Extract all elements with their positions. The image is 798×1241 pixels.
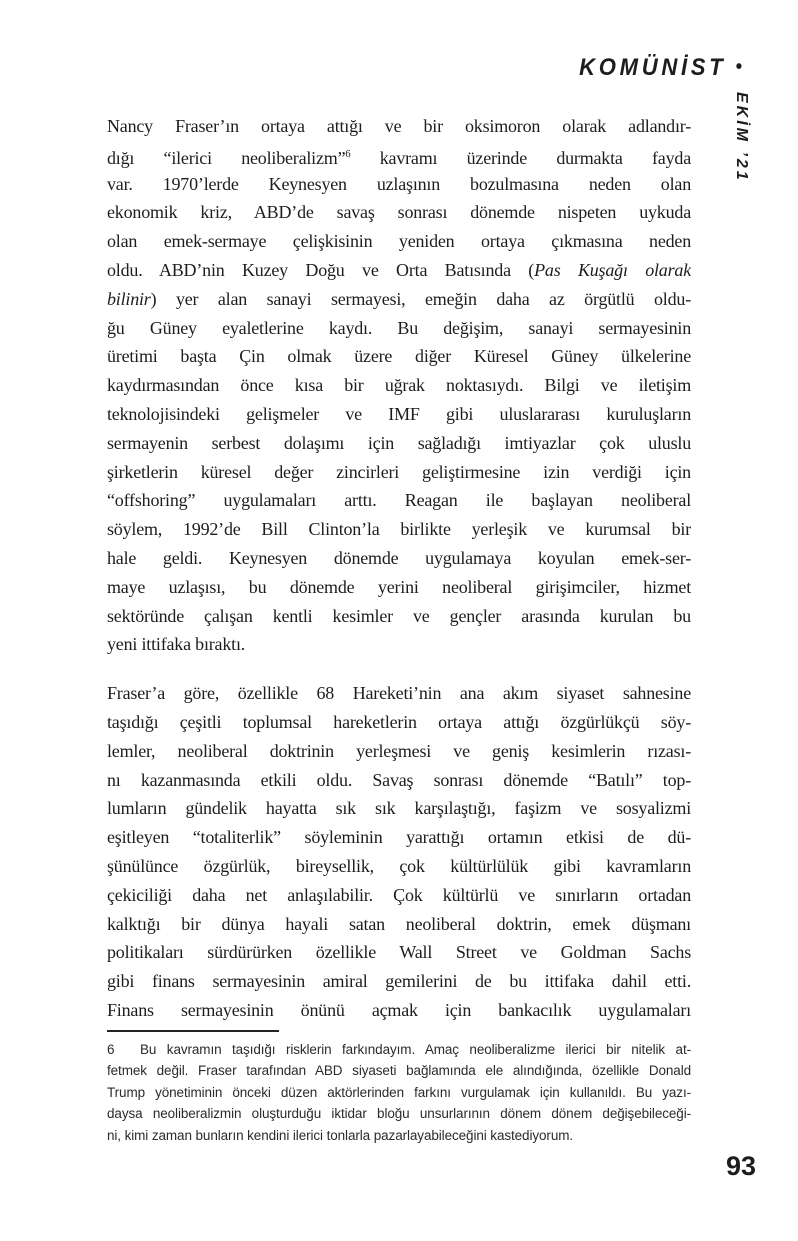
text-line [107, 314, 691, 343]
page-header [579, 54, 742, 82]
text-segment: bilinir [107, 288, 151, 309]
text-line [107, 938, 691, 967]
text-segment: yeni ittifaka bıraktı. [107, 634, 246, 655]
text-line [107, 1125, 691, 1147]
page-number: 93 [725, 1151, 756, 1181]
text-line [107, 823, 691, 852]
text-line [107, 198, 691, 227]
text-line [107, 285, 691, 314]
footnote [107, 1030, 691, 1147]
text-line [107, 256, 691, 285]
text-line [107, 910, 691, 939]
text-segment: var. 1970’lerde Keynesyen uzlaşının bozulmasına neden olan [107, 173, 691, 194]
text-segment: lumların gündelik hayatta sık sık karşılaştığı, faşizm ve sosyalizmi [107, 798, 691, 819]
text-segment: Finans sermayesinin önünü açmak için bankacılık uygulamaları [107, 999, 691, 1020]
magazine-title: KOMÜNİST [579, 54, 727, 81]
text-segment: “offshoring” uygulamaları arttı. Reagan ile başlayan neoliberal [107, 490, 691, 511]
text-line [107, 766, 691, 795]
text-line [107, 708, 691, 737]
text-segment: taşıdığı çeşitli toplumsal hareketlerin ortaya attığı özgürlükçü söy- [107, 711, 691, 732]
text-segment: Bu kavramın taşıdığı risklerin farkındayım. Amaç neoliberalizme ilerici bir nitelik at- [140, 1041, 691, 1057]
text-segment: Trump yönetiminin önceki düzen aktörlerinden farkını vurgulamak için kullanıldı. Bu yazı- [107, 1084, 691, 1100]
header-bullet-icon: • [735, 56, 742, 78]
text-segment: sektöründe çalışan kentli kesimler ve gençler arasında kurulan bu [107, 605, 691, 626]
text-segment: eşitleyen “totaliterlik” söyleminin yarattığı ortamın etkisi de dü- [107, 827, 691, 848]
footnote-divider [107, 1030, 279, 1032]
text-line [107, 996, 691, 1025]
text-line [107, 852, 691, 881]
text-segment: sermayenin serbest dolaşımı için sağladığı imtiyazlar çok uluslu [107, 432, 691, 453]
text-line [107, 1103, 691, 1125]
text-segment: Fraser’a göre, özellikle 68 Hareketi’nin ana akım siyaset sahnesine [107, 683, 691, 704]
text-line [107, 1060, 691, 1082]
text-line [107, 112, 691, 141]
body-text [107, 112, 691, 1147]
text-line [107, 371, 691, 400]
paragraph [107, 112, 691, 659]
paragraphs-container [107, 112, 691, 1025]
text-line [107, 737, 691, 766]
text-segment: çekiciliği daha net anlaşılabilir. Çok kültürlü ve sınırların ortadan [107, 884, 691, 905]
text-segment: Nancy Fraser’ın ortaya attığı ve bir oksimoron olarak adlandır- [107, 116, 691, 136]
text-segment: gibi finans sermayesinin amiral gemilerini de bu ittifaka dahil etti. [107, 971, 691, 992]
text-line [107, 400, 691, 429]
text-segment: dığı “ilerici neoliberalizm” [107, 147, 346, 168]
text-segment: fetmek değil. Fraser tarafından ABD siyaseti bağlamında ele alındığında, özellikle Donald [107, 1063, 691, 1079]
text-line [107, 544, 691, 573]
text-segment: ekonomik kriz, ABD’de savaş sonrası dönemde nispeten uykuda [107, 202, 691, 223]
text-line [107, 1082, 691, 1104]
text-segment: hale geldi. Keynesyen dönemde uygulamaya koyulan emek-ser- [107, 547, 691, 568]
text-line [107, 515, 691, 544]
footnote-marker: 6 [107, 1041, 115, 1057]
text-segment: şirketlerin küresel değer zincirleri geliştirmesine izin verdiği için [107, 461, 691, 482]
text-segment: daysa neoliberalizmin oluşturduğu iktidar bloğu unsurlarının dönem dönem değişebileceği- [107, 1106, 691, 1122]
text-segment: şünülünce özgürlük, bireysellik, çok kültürlülük gibi kavramların [107, 855, 691, 876]
text-segment: teknolojisindeki gelişmeler ve IMF gibi uluslararası kuruluşların [107, 403, 691, 424]
text-line [107, 881, 691, 910]
issue-label: EKİM ’21 [733, 92, 750, 183]
text-segment: söylem, 1992’de Bill Clinton’la birlikte yerleşik ve kurumsal bir [107, 519, 691, 540]
text-segment: kavramı üzerinde durmakta fayda [350, 147, 691, 168]
text-line [107, 679, 691, 708]
text-segment: Pas Kuşağı olarak [534, 259, 691, 280]
text-line [107, 967, 691, 996]
text-line [107, 227, 691, 256]
text-line [107, 486, 691, 515]
text-line [107, 573, 691, 602]
text-segment: oldu. ABD’nin Kuzey Doğu ve Orta Batısında ( [107, 259, 535, 280]
footnote-text [107, 1039, 691, 1147]
text-segment: kalktığı bir dünya hayali satan neoliberal doktrin, emek düşmanı [107, 913, 691, 934]
text-line [107, 141, 691, 170]
text-line [107, 1039, 691, 1061]
text-segment: kaydırmasından önce kısa bir uğrak noktasıydı. Bilgi ve iletişim [107, 375, 691, 396]
text-segment: olan emek-sermaye çelişkisinin yeniden ortaya çıkmasına neden [107, 231, 691, 252]
text-line [107, 794, 691, 823]
text-line [107, 170, 691, 199]
text-segment: üretimi başta Çin olmak üzere diğer Küresel Güney ülkelerine [107, 346, 691, 367]
text-segment: politikaları sürdürürken özellikle Wall Street ve Goldman Sachs [107, 942, 691, 963]
text-segment: nı kazanmasında etkili oldu. Savaş sonrası dönemde “Batılı” top- [107, 769, 691, 790]
text-segment: ğu Güney eyaletlerine kaydı. Bu değişim, sanayi sermayesinin [107, 317, 691, 338]
footnote-reference: 6 [345, 148, 351, 160]
text-line [107, 630, 691, 659]
text-line [107, 342, 691, 371]
text-segment: lemler, neoliberal doktrinin yerleşmesi ve geniş kesimlerin rızası- [107, 740, 691, 761]
text-line [107, 429, 691, 458]
text-line [107, 458, 691, 487]
text-segment: ni, kimi zaman bunların kendini ilerici tonlarla pazarlayabileceğini kastediyorum. [107, 1128, 574, 1144]
text-segment: maye uzlaşısı, bu dönemde yerini neoliberal girişimciler, hizmet [107, 576, 691, 597]
text-line [107, 602, 691, 631]
paragraph [107, 679, 691, 1025]
text-segment: ) yer alan sanayi sermayesi, emeğin daha az örgütlü oldu- [150, 288, 691, 309]
